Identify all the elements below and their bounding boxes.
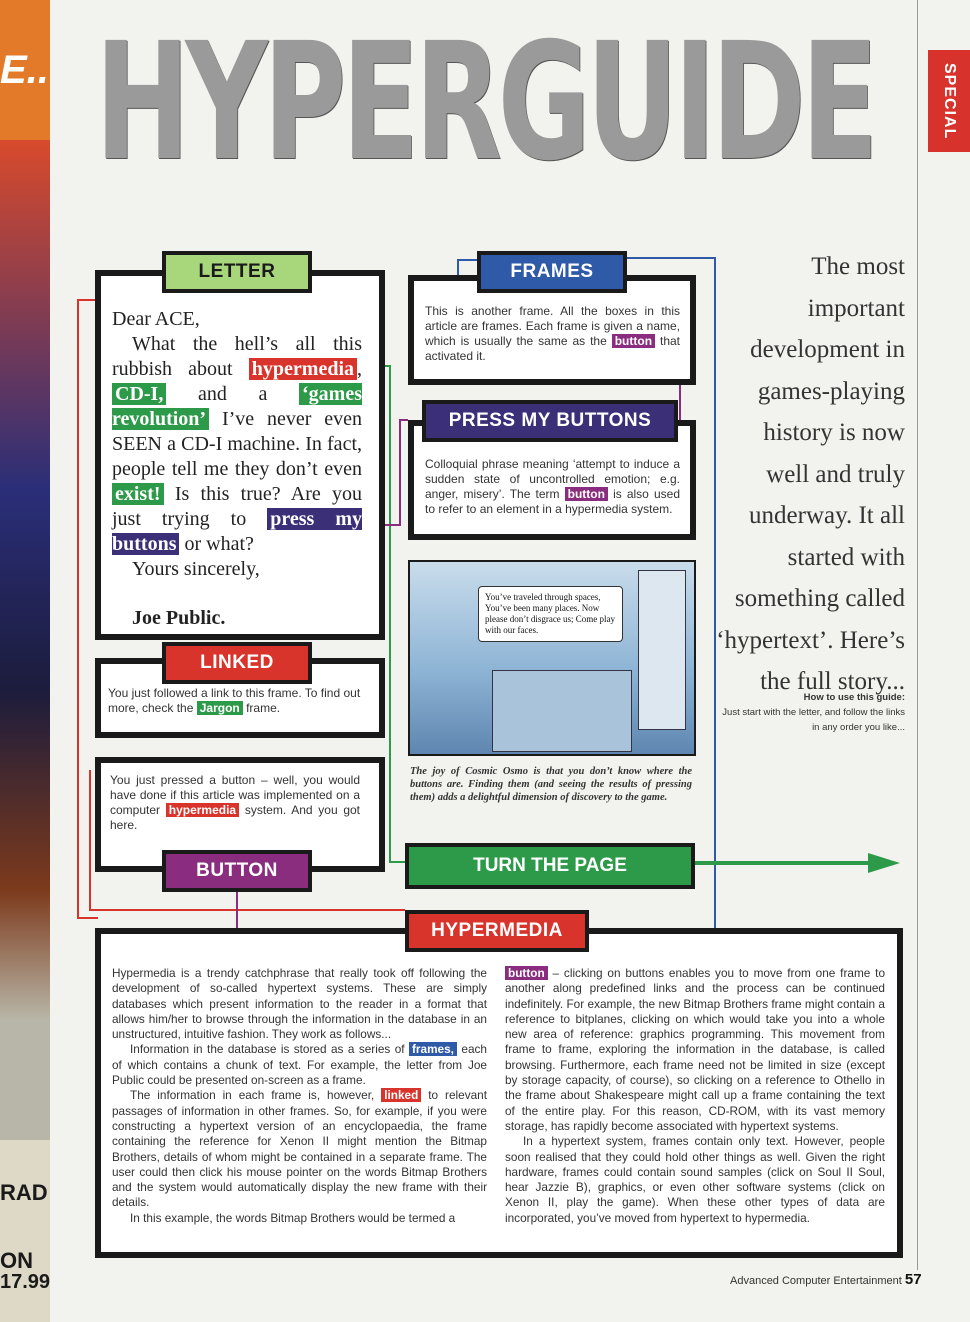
frames-text (425, 304, 680, 364)
linked-label[interactable] (162, 642, 312, 684)
letter-text-1: What the hell’s all this rubbish about (112, 333, 362, 380)
letter-label[interactable] (162, 251, 312, 293)
letter-comma: , (357, 358, 362, 380)
cosmic-osmo-screenshot (408, 560, 696, 756)
press-text-a: Colloquial phrase meaning ‘attempt to induce a sudden state of uncontrolled emotion; e.g. anger, misery’. The term (425, 457, 680, 501)
spine-text-on: ON (0, 1248, 33, 1273)
col2-paragraph-2: In a hypertext system, frames contain only text. However, people soon realised that they could hold other things as well. Given the right hardware, frames could contain sound samples (click on Soul II Soul, hear Jazzie B), graphics, or even other software systems (click on Xenon II, play the game). When these other types of data are incorporated, you’ve moved from hypertext to hypermedia. (505, 1134, 885, 1225)
turn-arrow-line (695, 861, 875, 865)
col2-paragraph-1 (505, 966, 885, 1134)
press-my-buttons-button[interactable]: press my buttons (112, 508, 362, 555)
speech-bubble: You’ve traveled through spaces, You’ve been many places. Now please don’t disgrace us; Come play with our faces. (478, 586, 623, 642)
jargon-button[interactable]: Jargon (197, 701, 243, 715)
col1-p3-a: The information in each frame is, however, (130, 1088, 375, 1103)
button-text-b: system. And you got here. (110, 803, 361, 832)
linked-text (108, 686, 368, 716)
letter-closing: Yours sincerely, (132, 558, 260, 580)
letter-salutation: Dear ACE, (112, 308, 200, 330)
letter-text-2: and a (197, 383, 268, 405)
button-label[interactable] (162, 850, 312, 892)
letter-signature: Joe Public. (132, 607, 226, 629)
how-to-use (715, 690, 905, 735)
frames-label[interactable] (477, 251, 627, 293)
fridge-illustration (638, 570, 686, 730)
frames-text-a: This is another frame. All the boxes in this article are frames. Each frame is given a name, which is usually the same as the (425, 304, 680, 348)
turn-arrow-head-icon (868, 853, 900, 873)
col1-paragraph-1: Hypermedia is a trendy catchphrase that really took off following the development of so-called hypertext systems. These are simply databases which present information to the reader in a format that allows him/her to browse through the information in the database in an unstructured, intuitive fashion. They work as follows... (112, 966, 487, 1042)
footer-magazine: Advanced Computer Entertainment (730, 1275, 902, 1287)
spine-text-rad: RAD (0, 1180, 48, 1205)
games-revolution-button[interactable]: ‘games revolution’ (112, 383, 362, 430)
footer-page-number: 57 (904, 1271, 922, 1288)
letter-body (112, 307, 362, 631)
page-footer (730, 1272, 922, 1287)
letter-text-5: or what? (184, 533, 254, 555)
lede-text: The most important development in games-playing history is now well and truly underway. It all started with something called ‘hypertext’. Here’s the full story... (716, 253, 905, 695)
button-inline-button[interactable]: button (505, 966, 548, 980)
col1-p3-b: to relevant passages of information in other frames. So, for example, if you were constructing a hypertext version of an encyclopaedia, the frame containing the reference for Xenon II might mention the Bitmap Brothers, details of whom might be contained in a separate frame. The user could then click his mouse pointer on the words Bitmap Brothers and the system would automatically display the new frame with their details. (112, 1088, 488, 1210)
hypermedia-button[interactable]: hypermedia (249, 358, 357, 380)
how-to-text: Just start with the letter, and follow the links in any order you like... (722, 707, 905, 733)
press-text (425, 457, 680, 517)
how-to-heading: How to use this guide: (803, 692, 905, 703)
special-tab: SPECIAL (928, 50, 970, 152)
col1-paragraph-3 (112, 1088, 487, 1210)
linked-text-a: You just followed a link to this frame. To find out more, check the (108, 686, 361, 715)
frames-inline-button[interactable]: frames, (409, 1042, 457, 1056)
press-text-b: is also used to refer to an element in a hypermedia system. (425, 487, 680, 516)
letter-label-text: LETTER (198, 261, 276, 282)
turn-the-page-button[interactable]: TURN THE PAGE (405, 843, 695, 889)
letter-text-3: I’ve never even SEEN a CD-I machine. In fact, people tell me they don’t even (112, 408, 363, 480)
col1-p2-a: Information in the database is stored as a series of (130, 1042, 405, 1057)
frames-label-text: FRAMES (510, 261, 594, 282)
frames-text-b: that activated it. (425, 334, 680, 363)
spine-title-fragment: E.. (0, 0, 50, 140)
col1-paragraph-4: In this example, the words Bitmap Brothers would be termed a (130, 1210, 456, 1225)
hypermedia-label[interactable] (405, 910, 589, 952)
page-title: HYPERGUIDE (95, 9, 875, 197)
screenshot-caption: The joy of Cosmic Osmo is that you don’t know where the buttons are. Finding them (and seeing the results of pressing them) adds a delightful dimension of discovery to the game. (410, 766, 692, 803)
col1-paragraph-2 (112, 1042, 487, 1088)
cabinet-illustration (492, 670, 632, 752)
press-button-link[interactable]: button (565, 487, 608, 501)
button-text-a: You just pressed a button – well, you would have done if this article was implemented on a computer (110, 773, 360, 817)
linked-label-text: LINKED (200, 652, 274, 673)
letter-text-4: Is this true? Are you just trying to (112, 483, 363, 530)
exist-button[interactable]: exist! (112, 483, 164, 505)
hypermedia-col2 (505, 966, 885, 1226)
hypermedia-col1 (112, 966, 487, 1226)
linked-inline-button[interactable]: linked (381, 1088, 421, 1102)
press-label-text: PRESS MY BUTTONS (448, 410, 652, 431)
frames-button-link[interactable]: button (612, 334, 655, 348)
col1-p2-b: each of which contains a chunk of text. For example, the letter from Joe Public could be presented on-screen as a frame. (112, 1042, 487, 1088)
hypermedia-label-text: HYPERMEDIA (431, 920, 563, 941)
col2-p1-text: – clicking on buttons enables you to move from one frame to another along predefined links and the process can be continued indefinitely. For example, the new Bitmap Brothers frame might contain a reference to bitplanes, clicking on which would take you into a whole new area of reference: graphics programming. This movement from frame to frame, exploring the information in the database, is called browsing. Furthermore, each frame need not be limited in size (except by storage capacity, of course), so clicking on a reference to Othello in the frame about Shakespeare might call up a frame containing the text of the entire play. For this reason, CD-ROM, with its vast memory storage, has rapidly become associated with hypertext systems. (505, 966, 886, 1133)
cdi-button[interactable]: CD-I, (112, 383, 166, 405)
press-label[interactable] (422, 400, 678, 442)
button-label-text: BUTTON (196, 860, 278, 881)
spine-text-price: 17.99 (0, 1271, 51, 1293)
button-hypermedia-link[interactable]: hypermedia (166, 803, 239, 817)
button-text (110, 773, 360, 833)
linked-text-b: frame. (246, 701, 281, 715)
